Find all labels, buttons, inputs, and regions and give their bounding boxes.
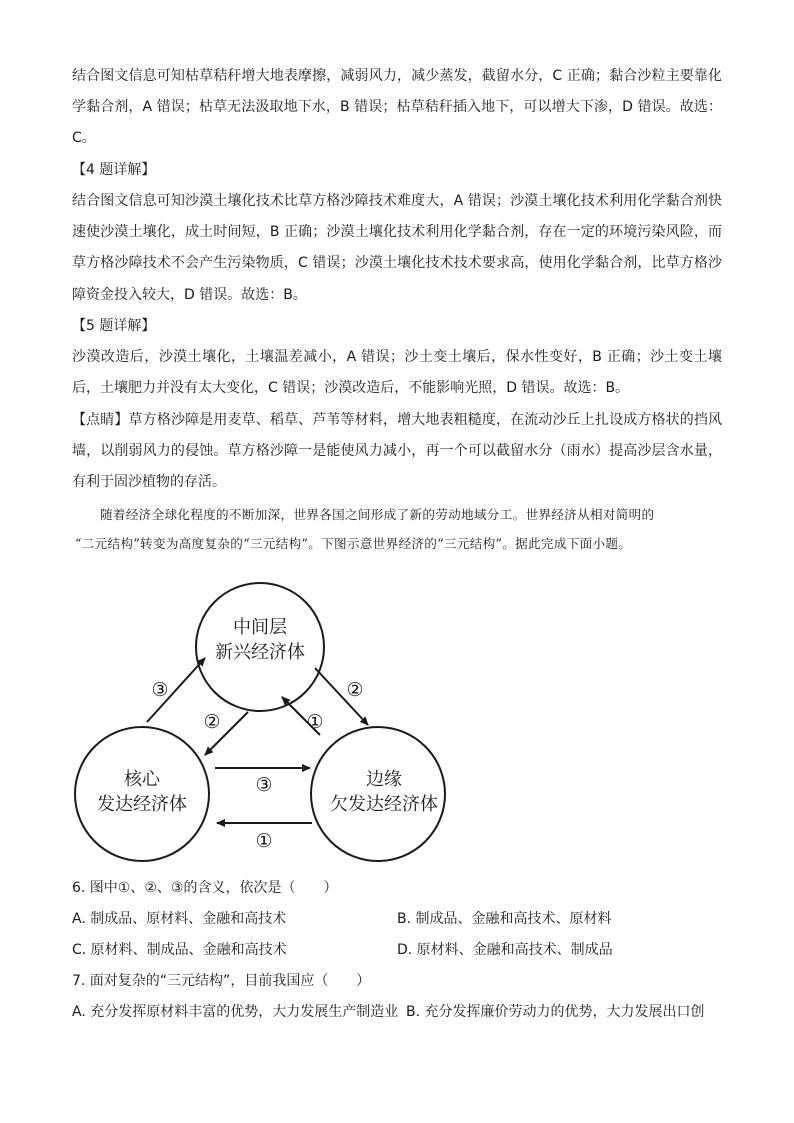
question-stem: 6. 图中①、②、③的含义，依次是（ ） (72, 880, 338, 896)
section-heading-q5: 【5 题详解】 (72, 318, 156, 334)
three-tier-economy-diagram (60, 575, 460, 865)
option-c[interactable]: C. 原材料、制成品、金融和高技术 (72, 942, 287, 958)
option-d[interactable]: D. 原材料、金融和高技术、制成品 (397, 942, 613, 958)
middle-tier-sublabel: 新兴经济体 (215, 642, 305, 663)
paragraph-line: 后，土壤肥力并没有太大变化，C 错误；沙漠改造后，不能影响光照，D 错误。故选：B。 (72, 380, 630, 396)
tip-first-line (72, 410, 722, 430)
periphery-tier-label: 边缘 (366, 769, 402, 790)
paragraph-line: 沙漠改造后，沙漠土壤化，土壤温差减小，A 错误；沙土变土壤后，保水性变好，B 正确；沙土变土壤 (72, 349, 722, 365)
tip-label: 【点睛】 (72, 412, 129, 428)
option-b[interactable]: B. 充分发挥廉价劳动力的优势，大力发展出口创 (406, 1004, 705, 1020)
periphery-tier-sublabel: 欠发达经济体 (330, 794, 438, 815)
option-b[interactable]: B. 制成品、金融和高技术、原材料 (397, 911, 612, 927)
tip-text: 草方格沙障是用麦草、稻草、芦苇等材料，增大地表粗糙度，在流动沙丘上扎设成方格状的挡风 (128, 412, 723, 428)
intro-line: “二元结构”转变为高度复杂的“三元结构”。下图示意世界经济的“三元结构”。据此完成下面小题。 (75, 536, 632, 551)
paragraph-line: 结合图文信息可知枯草秸秆增大地表摩擦，减弱风力，减少蒸发，截留水分，C 正确；黏合沙粒主要靠化 (72, 68, 722, 84)
intro-line: 随着经济全球化程度的不断加深，世界各国之间形成了新的劳动地域分工。世界经济从相对简明的 (100, 507, 655, 522)
paragraph-line: 有利于固沙植物的存活。 (72, 474, 226, 490)
arrow-label: ③ (151, 679, 169, 701)
paragraph-line: C。 (72, 130, 96, 146)
paragraph-line: 墙，以削弱风力的侵蚀。草方格沙障一是能使风力减小，再一个可以截留水分（雨水）提高沙层含水量， (72, 443, 722, 459)
question-stem: 7. 面对复杂的“三元结构”，目前我国应（ ） (72, 973, 371, 989)
paragraph-line: 速使沙漠土壤化，成土时间短，B 正确；沙漠土壤化技术利用化学黏合剂，存在一定的环境污染风险，而 (72, 224, 722, 240)
option-a[interactable]: A. 制成品、原材料、金融和高技术 (72, 911, 287, 927)
arrow-label: ① (255, 830, 273, 852)
core-tier-sublabel: 发达经济体 (97, 794, 187, 815)
option-a[interactable]: A. 充分发挥原材料丰富的优势，大力发展生产制造业 (72, 1004, 399, 1020)
arrow-label: ② (346, 679, 364, 701)
paragraph-line: 草方格沙障技术不会产生污染物质，C 错误；沙漠土壤化技术技术要求高，使用化学黏合剂，比草方格沙 (72, 255, 722, 271)
middle-tier-label: 中间层 (233, 617, 287, 638)
core-tier-label: 核心 (124, 769, 160, 790)
paragraph-line: 学黏合剂，A 错误；枯草无法汲取地下水，B 错误；枯草秸秆插入地下，可以增大下渗，D 错误。故选： (72, 99, 722, 115)
paragraph-line: 障资金投入较大，D 错误。故选：B。 (72, 287, 307, 303)
arrow-label: ③ (255, 774, 273, 796)
paragraph-line: 结合图文信息可知沙漠土壤化技术比草方格沙障技术难度大，A 错误；沙漠土壤化技术利用化学黏合剂快 (72, 193, 722, 209)
arrow-label: ① (306, 711, 324, 733)
section-heading-q4: 【4 题详解】 (72, 162, 156, 178)
arrow-label: ② (203, 711, 221, 733)
